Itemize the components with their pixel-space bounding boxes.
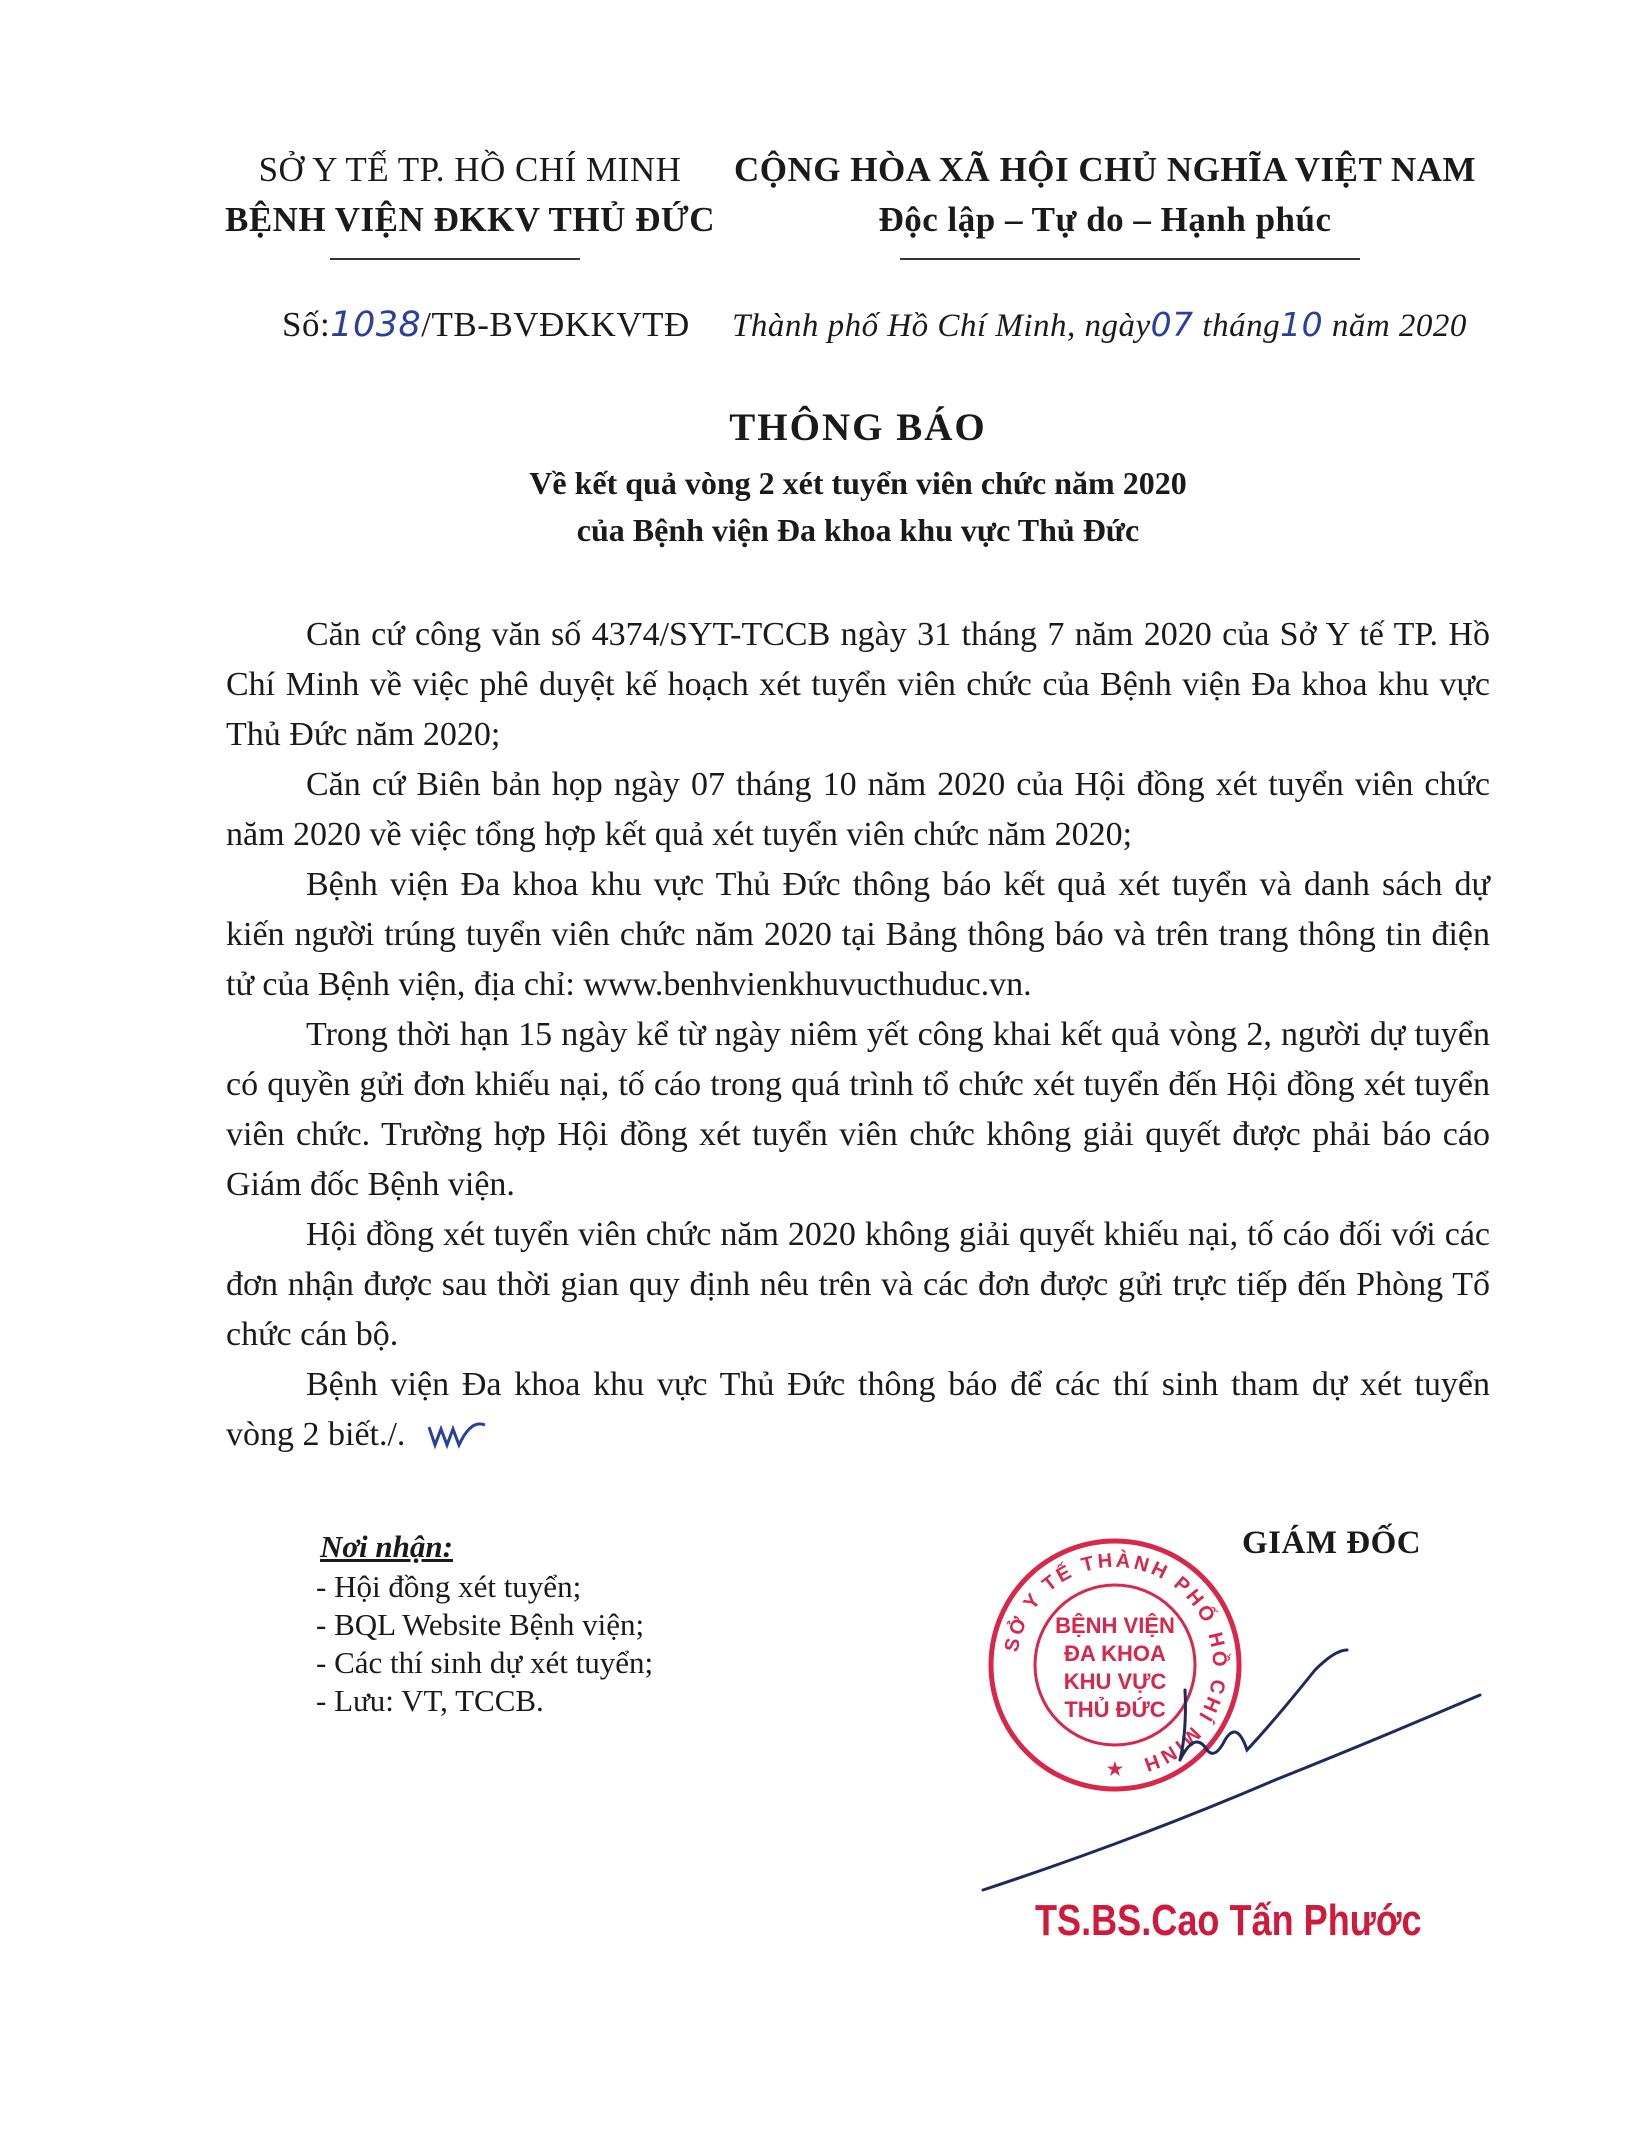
agency-name: SỞ Y TẾ TP. HỒ CHÍ MINH bbox=[258, 150, 682, 189]
recipient-item: - Lưu: VT, TCCB. bbox=[316, 1683, 544, 1718]
motto-underline bbox=[900, 258, 1360, 260]
handwritten-initials bbox=[425, 1415, 495, 1455]
signer-position: GIÁM ĐỐC bbox=[1242, 1525, 1422, 1561]
seal-line: BỆNH VIỆN bbox=[1055, 1613, 1175, 1638]
recipient-item: - Các thí sinh dự xét tuyển; bbox=[316, 1645, 654, 1680]
body-paragraph: Hội đồng xét tuyển viên chức năm 2020 không giải quyết khiếu nại, tố cáo đối với các đơn nhận được sau thời gian quy định nêu trên và các đơn được gửi trực tiếp đến Phòng Tổ chức cán bộ. bbox=[226, 1216, 1490, 1353]
recipient-item: - BQL Website Bệnh viện; bbox=[316, 1607, 645, 1642]
national-motto: Độc lập – Tự do – Hạnh phúc bbox=[878, 200, 1332, 239]
date-part-month-label: tháng bbox=[1202, 308, 1281, 344]
recipients-label: Nơi nhận: bbox=[320, 1529, 453, 1564]
date-part-year: năm 2020 bbox=[1331, 308, 1467, 344]
seal-line: KHU VỰC bbox=[1063, 1669, 1167, 1694]
document-subtitle-line-2: của Bệnh viện Đa khoa khu vực Thủ Đức bbox=[576, 512, 1140, 548]
document-title: THÔNG BÁO bbox=[729, 406, 987, 449]
date-day-handwritten: 07 bbox=[1150, 305, 1194, 344]
recipient-item: - Hội đồng xét tuyển; bbox=[316, 1569, 582, 1604]
nation-name: CỘNG HÒA XÃ HỘI CHỦ NGHĨA VIỆT NAM bbox=[733, 150, 1477, 189]
body-paragraph: Trong thời hạn 15 ngày kể từ ngày niêm yết công khai kết quả vòng 2, người dự tuyển có quyền gửi đơn khiếu nại, tố cáo trong quá trình tổ chức xét tuyển đến Hội đồng xét tuyển viên chức. Trường hợp Hội đồng xét tuyển viên chức không giải quyết được phải báo cáo Giám đốc Bệnh viện. bbox=[226, 1016, 1490, 1203]
svg-text:★: ★ bbox=[1106, 1759, 1124, 1779]
date-part-city: Thành phố Hồ Chí Minh, ngày bbox=[732, 308, 1151, 344]
seal-line: ĐA KHOA bbox=[1064, 1641, 1166, 1666]
signer-name: TS.BS.Cao Tấn Phước bbox=[1035, 1896, 1422, 1945]
document-body bbox=[226, 610, 1490, 1460]
body-paragraph: Căn cứ công văn số 4374/SYT-TCCB ngày 31 tháng 7 năm 2020 của Sở Y tế TP. Hồ Chí Minh về việc phê duyệt kế hoạch xét tuyển viên chức của Bệnh viện Đa khoa khu vực Thủ Đức năm 2020; bbox=[226, 616, 1490, 753]
doc-number-suffix: /TB-BVĐKKVTĐ bbox=[421, 305, 690, 344]
date-line bbox=[732, 305, 1467, 345]
date-month-handwritten: 10 bbox=[1280, 305, 1324, 344]
body-paragraph: Bệnh viện Đa khoa khu vực Thủ Đức thông báo để các thí sinh tham dự xét tuyển vòng 2 biết./. bbox=[226, 1366, 1490, 1453]
signature-scribble bbox=[975, 1600, 1495, 1900]
hospital-name: BỆNH VIỆN ĐKKV THỦ ĐỨC bbox=[224, 200, 716, 239]
hospital-underline bbox=[330, 258, 580, 260]
body-paragraph: Căn cứ Biên bản họp ngày 07 tháng 10 năm 2020 của Hội đồng xét tuyển viên chức năm 2020 về việc tổng hợp kết quả xét tuyển viên chức năm 2020; bbox=[226, 766, 1490, 853]
document-subtitle-line-1: Về kết quả vòng 2 xét tuyển viên chức năm 2020 bbox=[529, 465, 1187, 501]
body-paragraph: Bệnh viện Đa khoa khu vực Thủ Đức thông báo kết quả xét tuyển và danh sách dự kiến người trúng tuyển viên chức năm 2020 tại Bảng thông báo và trên trang thông tin điện tử của Bệnh viện, địa chỉ: www.benhvienkhuvucthuduc.vn. bbox=[226, 866, 1490, 1003]
seal-ring-text: SỞ Y TẾ THÀNH PHỐ HỒ CHÍ MINH bbox=[1000, 1549, 1231, 1777]
seal-line: THỦ ĐỨC bbox=[1064, 1697, 1166, 1722]
doc-number-prefix: Số: bbox=[282, 305, 331, 344]
doc-number-handwritten: 1038 bbox=[330, 305, 422, 345]
document-number bbox=[282, 305, 690, 345]
